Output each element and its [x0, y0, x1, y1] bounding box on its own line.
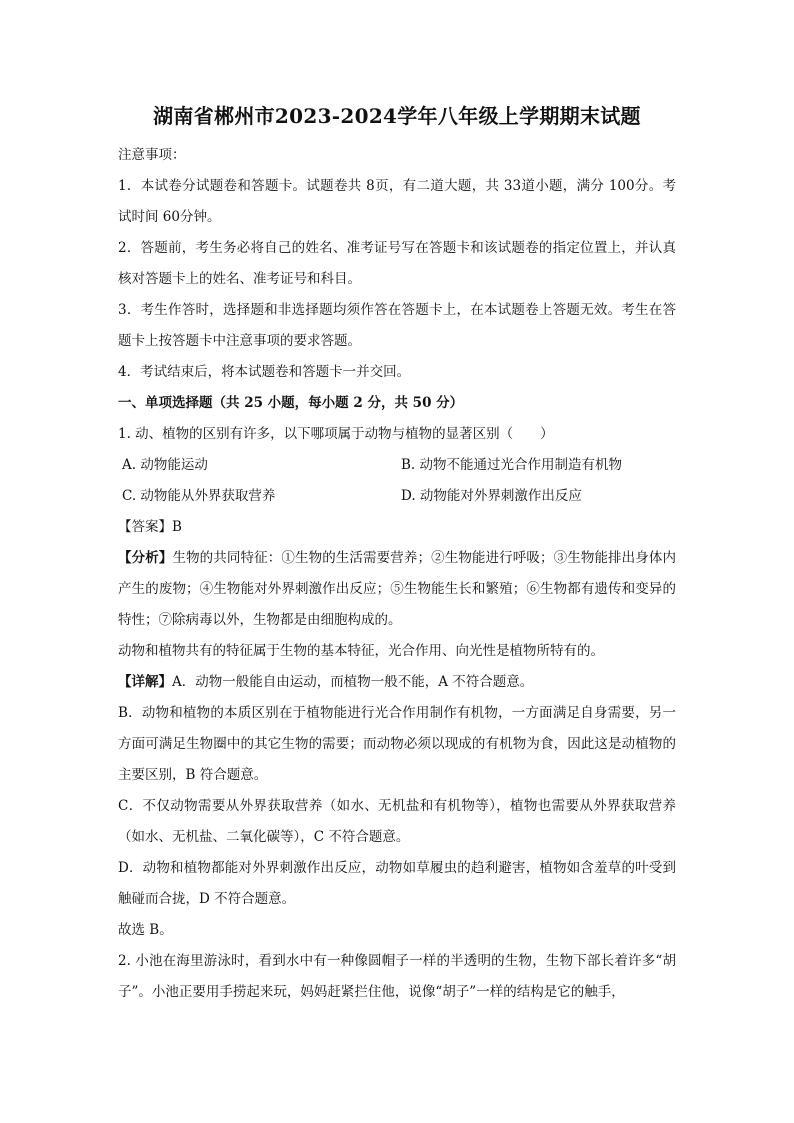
section-heading-multiple-choice: 一、单项选择题（共 25 小题，每小题 2 分，共 50 分）	[118, 395, 464, 411]
answer-label: 【答案】	[118, 519, 172, 535]
answer-value: B	[172, 519, 182, 535]
question-1-analysis-extra: 动物和植物共有的特征属于生物的基本特征，光合作用、向光性是植物所特有的。	[118, 643, 604, 659]
notice-item-4: 4．考试结束后，将本试题卷和答题卡一并交回。	[118, 364, 411, 380]
question-1-option-a: A. 动物能运动	[122, 457, 208, 473]
question-1-detail-b: B．动物和植物的本质区别在于植物能进行光合作用制作有机物，一方面满足自身需要，另一方面可满足生物圈中的其它生物的需要；而动物必须以现成的有机物为食，因此这是动植物的主要区别，B 符合题意。	[118, 705, 676, 783]
question-1-options-row-1	[118, 450, 676, 481]
detail-a-text: A．动物一般能自由运动，而植物一般不能，A 不符合题意。	[172, 674, 534, 690]
question-1-conclusion: 故选 B。	[118, 922, 173, 938]
question-1-analysis	[118, 543, 676, 636]
analysis-label: 【分析】	[118, 550, 173, 566]
notice-item-1: 1．本试卷分试题卷和答题卡。试题卷共 8页，有二道大题，共 33道小题，满分 100分。考试时间 60分钟。	[118, 178, 676, 225]
question-1-detail-a	[118, 667, 676, 698]
detail-label: 【详解】	[118, 674, 172, 690]
question-2-stem: 2. 小池在海里游泳时，看到水中有一种像圆帽子一样的半透明的生物，生物下部长着许多“胡子”。小池正要用手捞起来玩，妈妈赶紧拦住他，说像“胡子”一样的结构是它的触手，	[118, 953, 676, 1000]
question-1-stem: 1. 动、植物的区别有许多，以下哪项属于动物与植物的显著区别（ ）	[118, 426, 554, 442]
question-1-option-c: C. 动物能从外界获取营养	[122, 488, 276, 504]
question-1-detail-d: D．动物和植物都能对外界刺激作出反应，动物如草履虫的趋利避害，植物如含羞草的叶受到触碰而合拢，D 不符合题意。	[118, 860, 676, 907]
notice-heading: 注意事项：	[118, 147, 186, 163]
analysis-text: 生物的共同特征：①生物的生活需要营养；②生物能进行呼吸；③生物能排出身体内产生的废物；④生物能对外界刺激作出反应；⑤生物能生长和繁殖；⑥生物都有遗传和变异的特性；⑦除病毒以外，生物都是由细胞构成的。	[118, 550, 677, 628]
question-1-detail-c: C．不仅动物需要从外界获取营养（如水、无机盐和有机物等），植物也需要从外界获取营养（如水、无机盐、二氧化碳等），C 不符合题意。	[118, 798, 676, 845]
notice-item-2: 2．答题前，考生务必将自己的姓名、准考证号写在答题卡和该试题卷的指定位置上，并认真核对答题卡上的姓名、准考证号和科目。	[118, 240, 676, 287]
question-1-option-d: D. 动物能对外界刺激作出反应	[401, 488, 582, 504]
question-1-options-row-2	[118, 481, 676, 512]
notice-item-3: 3．考生作答时，选择题和非选择题均须作答在答题卡上，在本试题卷上答题无效。考生在答题卡上按答题卡中注意事项的要求答题。	[118, 302, 676, 349]
question-1-answer	[118, 512, 676, 543]
question-1-option-b: B. 动物不能通过光合作用制造有机物	[401, 457, 623, 473]
page-title: 湖南省郴州市2023-2024学年八年级上学期期末试题	[153, 104, 641, 128]
